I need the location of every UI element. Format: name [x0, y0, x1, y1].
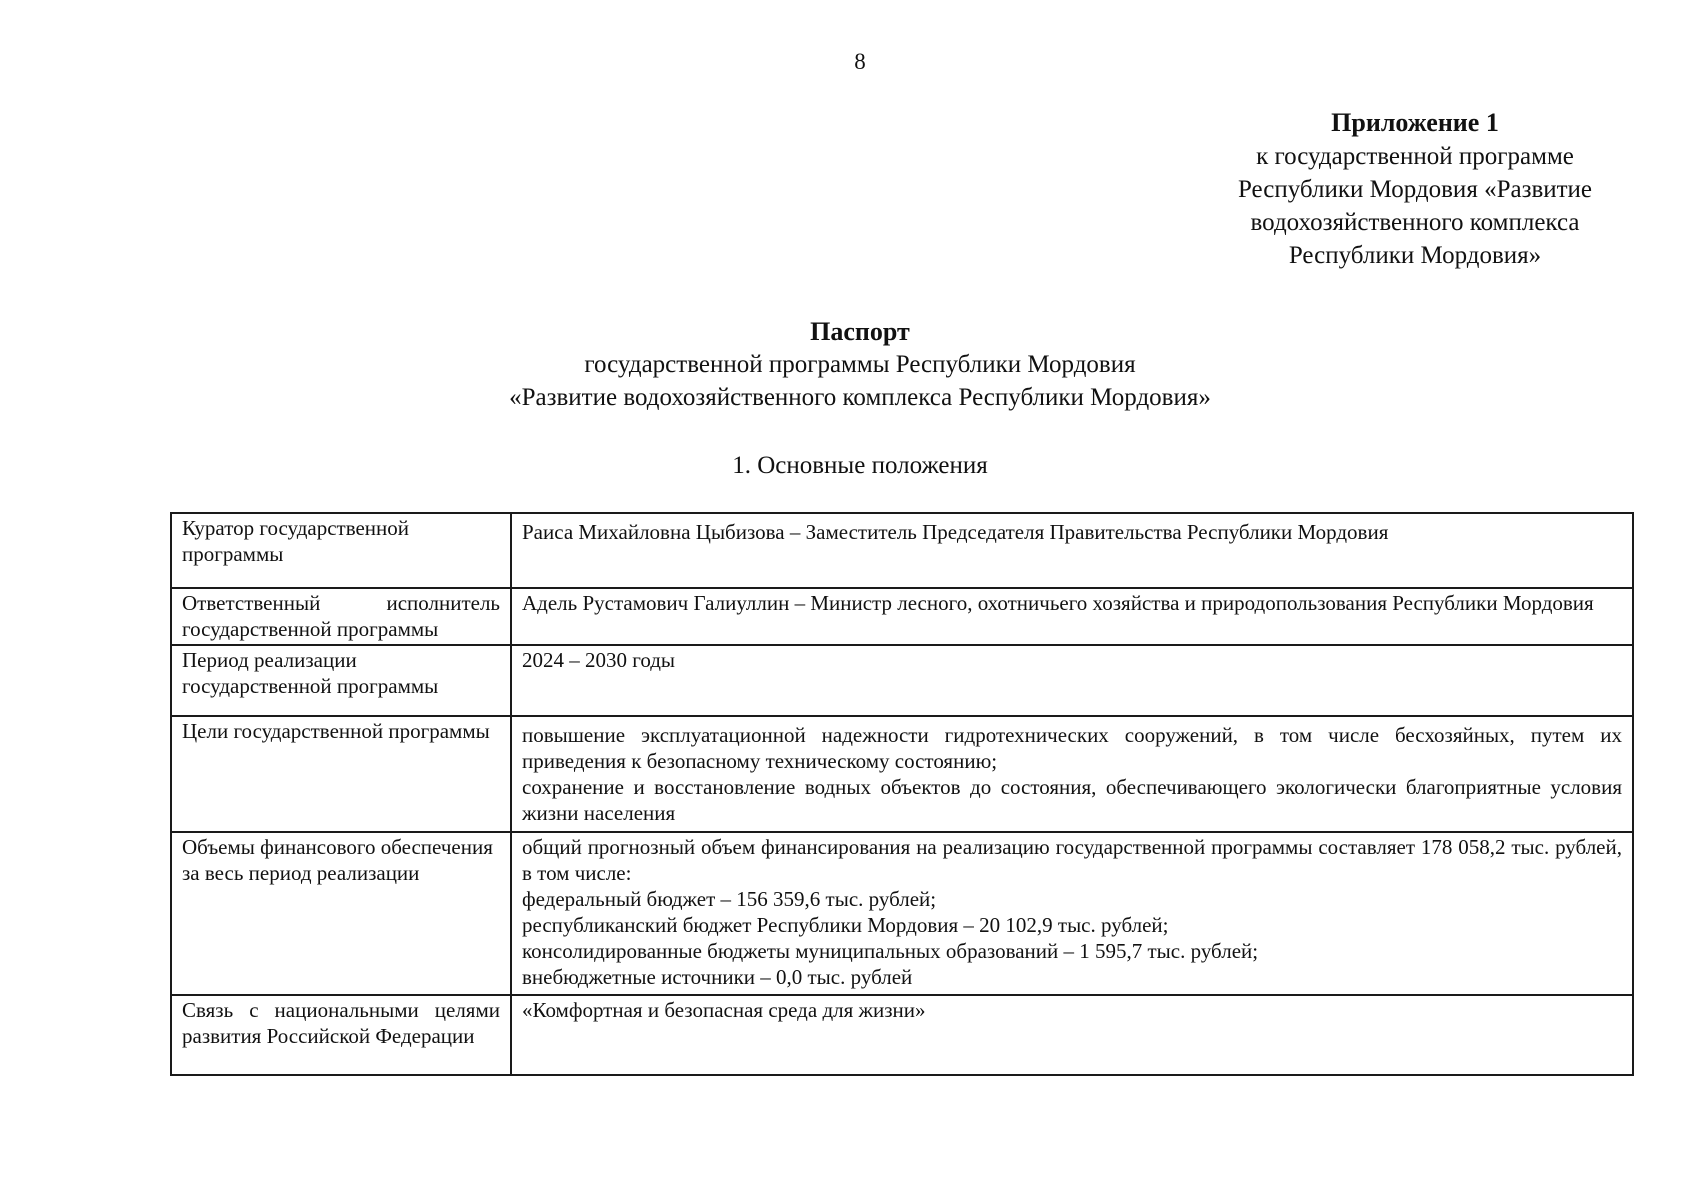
row-label: Период реализации государственной программы: [171, 645, 511, 716]
row-value-line: федеральный бюджет – 156 359,6 тыс. рублей;: [522, 887, 937, 911]
appendix-line: водохозяйственного комплекса: [1250, 209, 1580, 236]
row-value-line: «Комфортная и безопасная среда для жизни»: [522, 998, 926, 1022]
row-label: Ответственный исполнитель государственной программы: [171, 588, 511, 645]
row-value-line: Адель Рустамович Галиуллин – Министр лесного, охотничьего хозяйства и природопользования Республики Мордовия: [522, 591, 1594, 615]
passport-title: Паспорт: [810, 317, 910, 346]
row-value-line: Раиса Михайловна Цыбизова – Заместитель Председателя Правительства Республики Мордовия: [522, 520, 1389, 544]
row-value: [511, 832, 1633, 995]
row-label: Объемы финансового обеспечения за весь период реализации: [171, 832, 511, 995]
section-heading: 1. Основные положения: [732, 452, 988, 479]
page-number: 8: [854, 49, 866, 74]
table-row: [171, 588, 1633, 645]
table-row: [171, 716, 1633, 832]
appendix-line: Республики Мордовия»: [1288, 242, 1542, 269]
row-label: Куратор государственной программы: [171, 513, 511, 588]
table-row: [171, 832, 1633, 995]
table-row: [171, 645, 1633, 716]
row-value-line: внебюджетные источники – 0,0 тыс. рублей: [522, 965, 913, 989]
row-value-line: 2024 – 2030 годы: [522, 648, 676, 672]
row-value: [511, 716, 1633, 832]
appendix-line: к государственной программе: [1256, 143, 1574, 170]
row-value-line: общий прогнозный объем финансирования на реализацию государственной программы составляет 178 058,2 тыс. рублей, в том числе:: [522, 835, 1622, 885]
table-row: [171, 995, 1633, 1075]
row-label: Цели государственной программы: [171, 716, 511, 832]
passport-header: [0, 315, 1707, 414]
row-value-line: повышение эксплуатационной надежности гидротехнических сооружений, в том числе бесхозяйных, путем их приведения к безопасному техническому состоянию;: [522, 723, 1622, 773]
appendix-line: Республики Мордовия «Развитие: [1237, 176, 1593, 203]
row-value-line: республиканский бюджет Республики Мордовия – 20 102,9 тыс. рублей;: [522, 913, 1169, 937]
row-value-line: консолидированные бюджеты муниципальных образований – 1 595,7 тыс. рублей;: [522, 939, 1259, 963]
appendix-title: Приложение 1: [1331, 108, 1499, 137]
row-value: [511, 588, 1633, 645]
row-value: [511, 513, 1633, 588]
passport-subtitle-line: государственной программы Республики Мордовия: [584, 351, 1136, 378]
row-value-line: сохранение и восстановление водных объектов до состояния, обеспечивающего экологически благоприятные условия жизни населения: [522, 775, 1622, 825]
row-label: Связь с национальными целями развития Российской Федерации: [171, 995, 511, 1075]
passport-subtitle-line: «Развитие водохозяйственного комплекса Республики Мордовия»: [509, 384, 1211, 411]
table-row: [171, 513, 1633, 588]
row-value: [511, 995, 1633, 1075]
appendix-block: [1150, 106, 1680, 272]
row-value: [511, 645, 1633, 716]
passport-table: [170, 512, 1634, 1076]
